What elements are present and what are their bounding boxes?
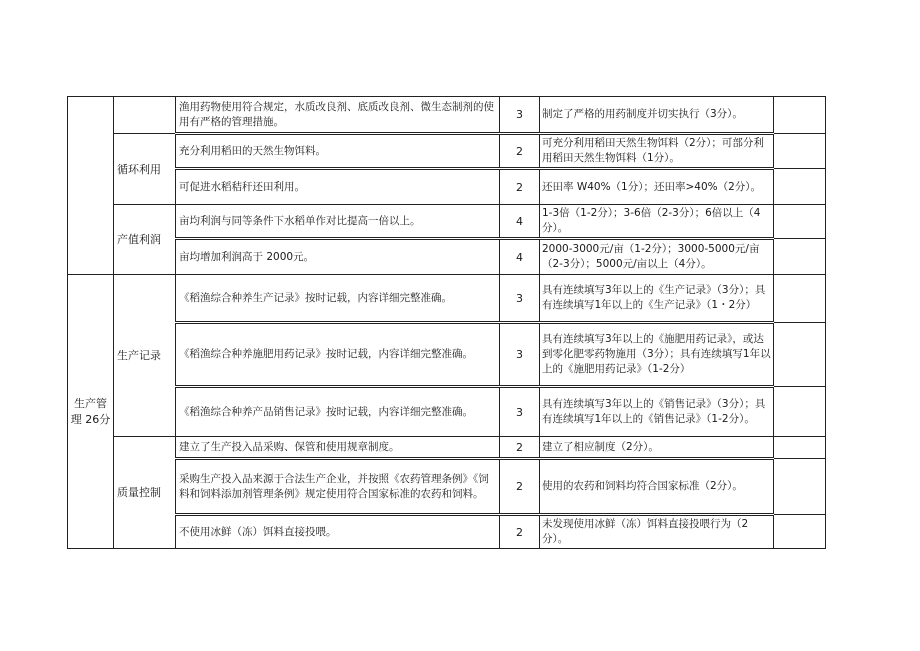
blank-cell — [774, 387, 826, 437]
requirement-cell: 亩均增加利润高于 2000元。 — [176, 239, 500, 275]
blank-cell — [774, 134, 826, 169]
requirement-cell: 亩均利润与同等条件下水稻单作对比提高一倍以上。 — [176, 205, 500, 239]
subcategory-cell: 质量控制 — [114, 437, 176, 549]
blank-cell — [774, 169, 826, 205]
subcategory-cell: 生产记录 — [114, 275, 176, 437]
score-cell: 3 — [500, 97, 540, 134]
requirement-cell: 渔用药物使用符合规定，水质改良剂、底质改良剂、微生态制剂的使用有严格的管理措施。 — [176, 97, 500, 134]
criteria-cell: 可充分利用稻田天然生物饵料（2分）；可部分利用稻田天然生物饵料（1分）。 — [540, 134, 774, 169]
score-cell: 3 — [500, 387, 540, 437]
criteria-cell: 具有连续填写3年以上的《生产记录》（3分）；具有连续填写1年以上的《生产记录》（1・2分） — [540, 275, 774, 323]
table-row — [68, 437, 826, 459]
blank-cell — [774, 205, 826, 239]
requirement-cell: 《稻渔综合种养施肥用药记录》按时记载，内容详细完整准确。 — [176, 323, 500, 387]
blank-cell — [774, 275, 826, 323]
criteria-cell: 建立了相应制度（2分）。 — [540, 437, 774, 459]
requirement-cell: 《稻渔综合种养生产记录》按时记载，内容详细完整准确。 — [176, 275, 500, 323]
score-cell: 2 — [500, 169, 540, 205]
table-row — [68, 387, 826, 437]
criteria-cell: 1-3倍（1-2分）；3-6倍（2-3分）；6倍以上（4分）。 — [540, 205, 774, 239]
requirement-cell: 可促进水稻秸秆还田利用。 — [176, 169, 500, 205]
subcategory-cell — [114, 97, 176, 134]
blank-cell — [774, 459, 826, 515]
table-row — [68, 205, 826, 239]
category-cell — [68, 97, 114, 275]
criteria-cell: 具有连续填写3年以上的《销售记录》（3分）；具有连续填写1年以上的《销售记录》（1-2分）。 — [540, 387, 774, 437]
table-row — [68, 515, 826, 549]
criteria-cell: 具有连续填写3年以上的《施肥用药记录》，或达到零化肥零药物施用（3分）；具有连续填写1年以上的《施肥用药记录》（1-2分） — [540, 323, 774, 387]
score-cell: 3 — [500, 275, 540, 323]
blank-cell — [774, 97, 826, 134]
score-cell: 2 — [500, 437, 540, 459]
scoring-table-sheet — [67, 96, 826, 549]
score-cell: 4 — [500, 239, 540, 275]
requirement-cell: 《稻渔综合种养产品销售记录》按时记载，内容详细完整准确。 — [176, 387, 500, 437]
score-cell: 2 — [500, 134, 540, 169]
requirement-cell: 采购生产投入品来源于合法生产企业，并按照《农药管理条例》《饲料和饲料添加剂管理条例》规定使用符合国家标准的农药和饲料。 — [176, 459, 500, 515]
score-cell: 4 — [500, 205, 540, 239]
table-row — [68, 97, 826, 134]
blank-cell — [774, 323, 826, 387]
criteria-cell: 还田率 W40%（1分）；还田率>40%（2分）。 — [540, 169, 774, 205]
criteria-cell: 制定了严格的用药制度并切实执行（3分）。 — [540, 97, 774, 134]
criteria-cell: 2000-3000元/亩（1-2分）；3000-5000元/亩（2-3分）；5000元/亩以上（4分）。 — [540, 239, 774, 275]
blank-cell — [774, 239, 826, 275]
scoring-table — [67, 96, 826, 549]
score-cell: 2 — [500, 515, 540, 549]
table-row — [68, 459, 826, 515]
criteria-cell: 未发现使用冰鲜（冻）饵料直接投喂行为（2分）。 — [540, 515, 774, 549]
score-cell: 3 — [500, 323, 540, 387]
subcategory-cell: 产值利润 — [114, 205, 176, 275]
subcategory-cell: 循环利用 — [114, 134, 176, 205]
table-row — [68, 275, 826, 323]
requirement-cell: 不使用冰鲜（冻）饵料直接投喂。 — [176, 515, 500, 549]
criteria-cell: 使用的农药和饲料均符合国家标准（2分）。 — [540, 459, 774, 515]
table-row — [68, 169, 826, 205]
table-row — [68, 134, 826, 169]
table-row — [68, 323, 826, 387]
table-row — [68, 239, 826, 275]
blank-cell — [774, 437, 826, 459]
blank-cell — [774, 515, 826, 549]
score-cell: 2 — [500, 459, 540, 515]
requirement-cell: 建立了生产投入品采购、保管和使用规章制度。 — [176, 437, 500, 459]
requirement-cell: 充分利用稻田的天然生物饵料。 — [176, 134, 500, 169]
category-cell-production-management: 生产管理 26分 — [68, 275, 114, 549]
